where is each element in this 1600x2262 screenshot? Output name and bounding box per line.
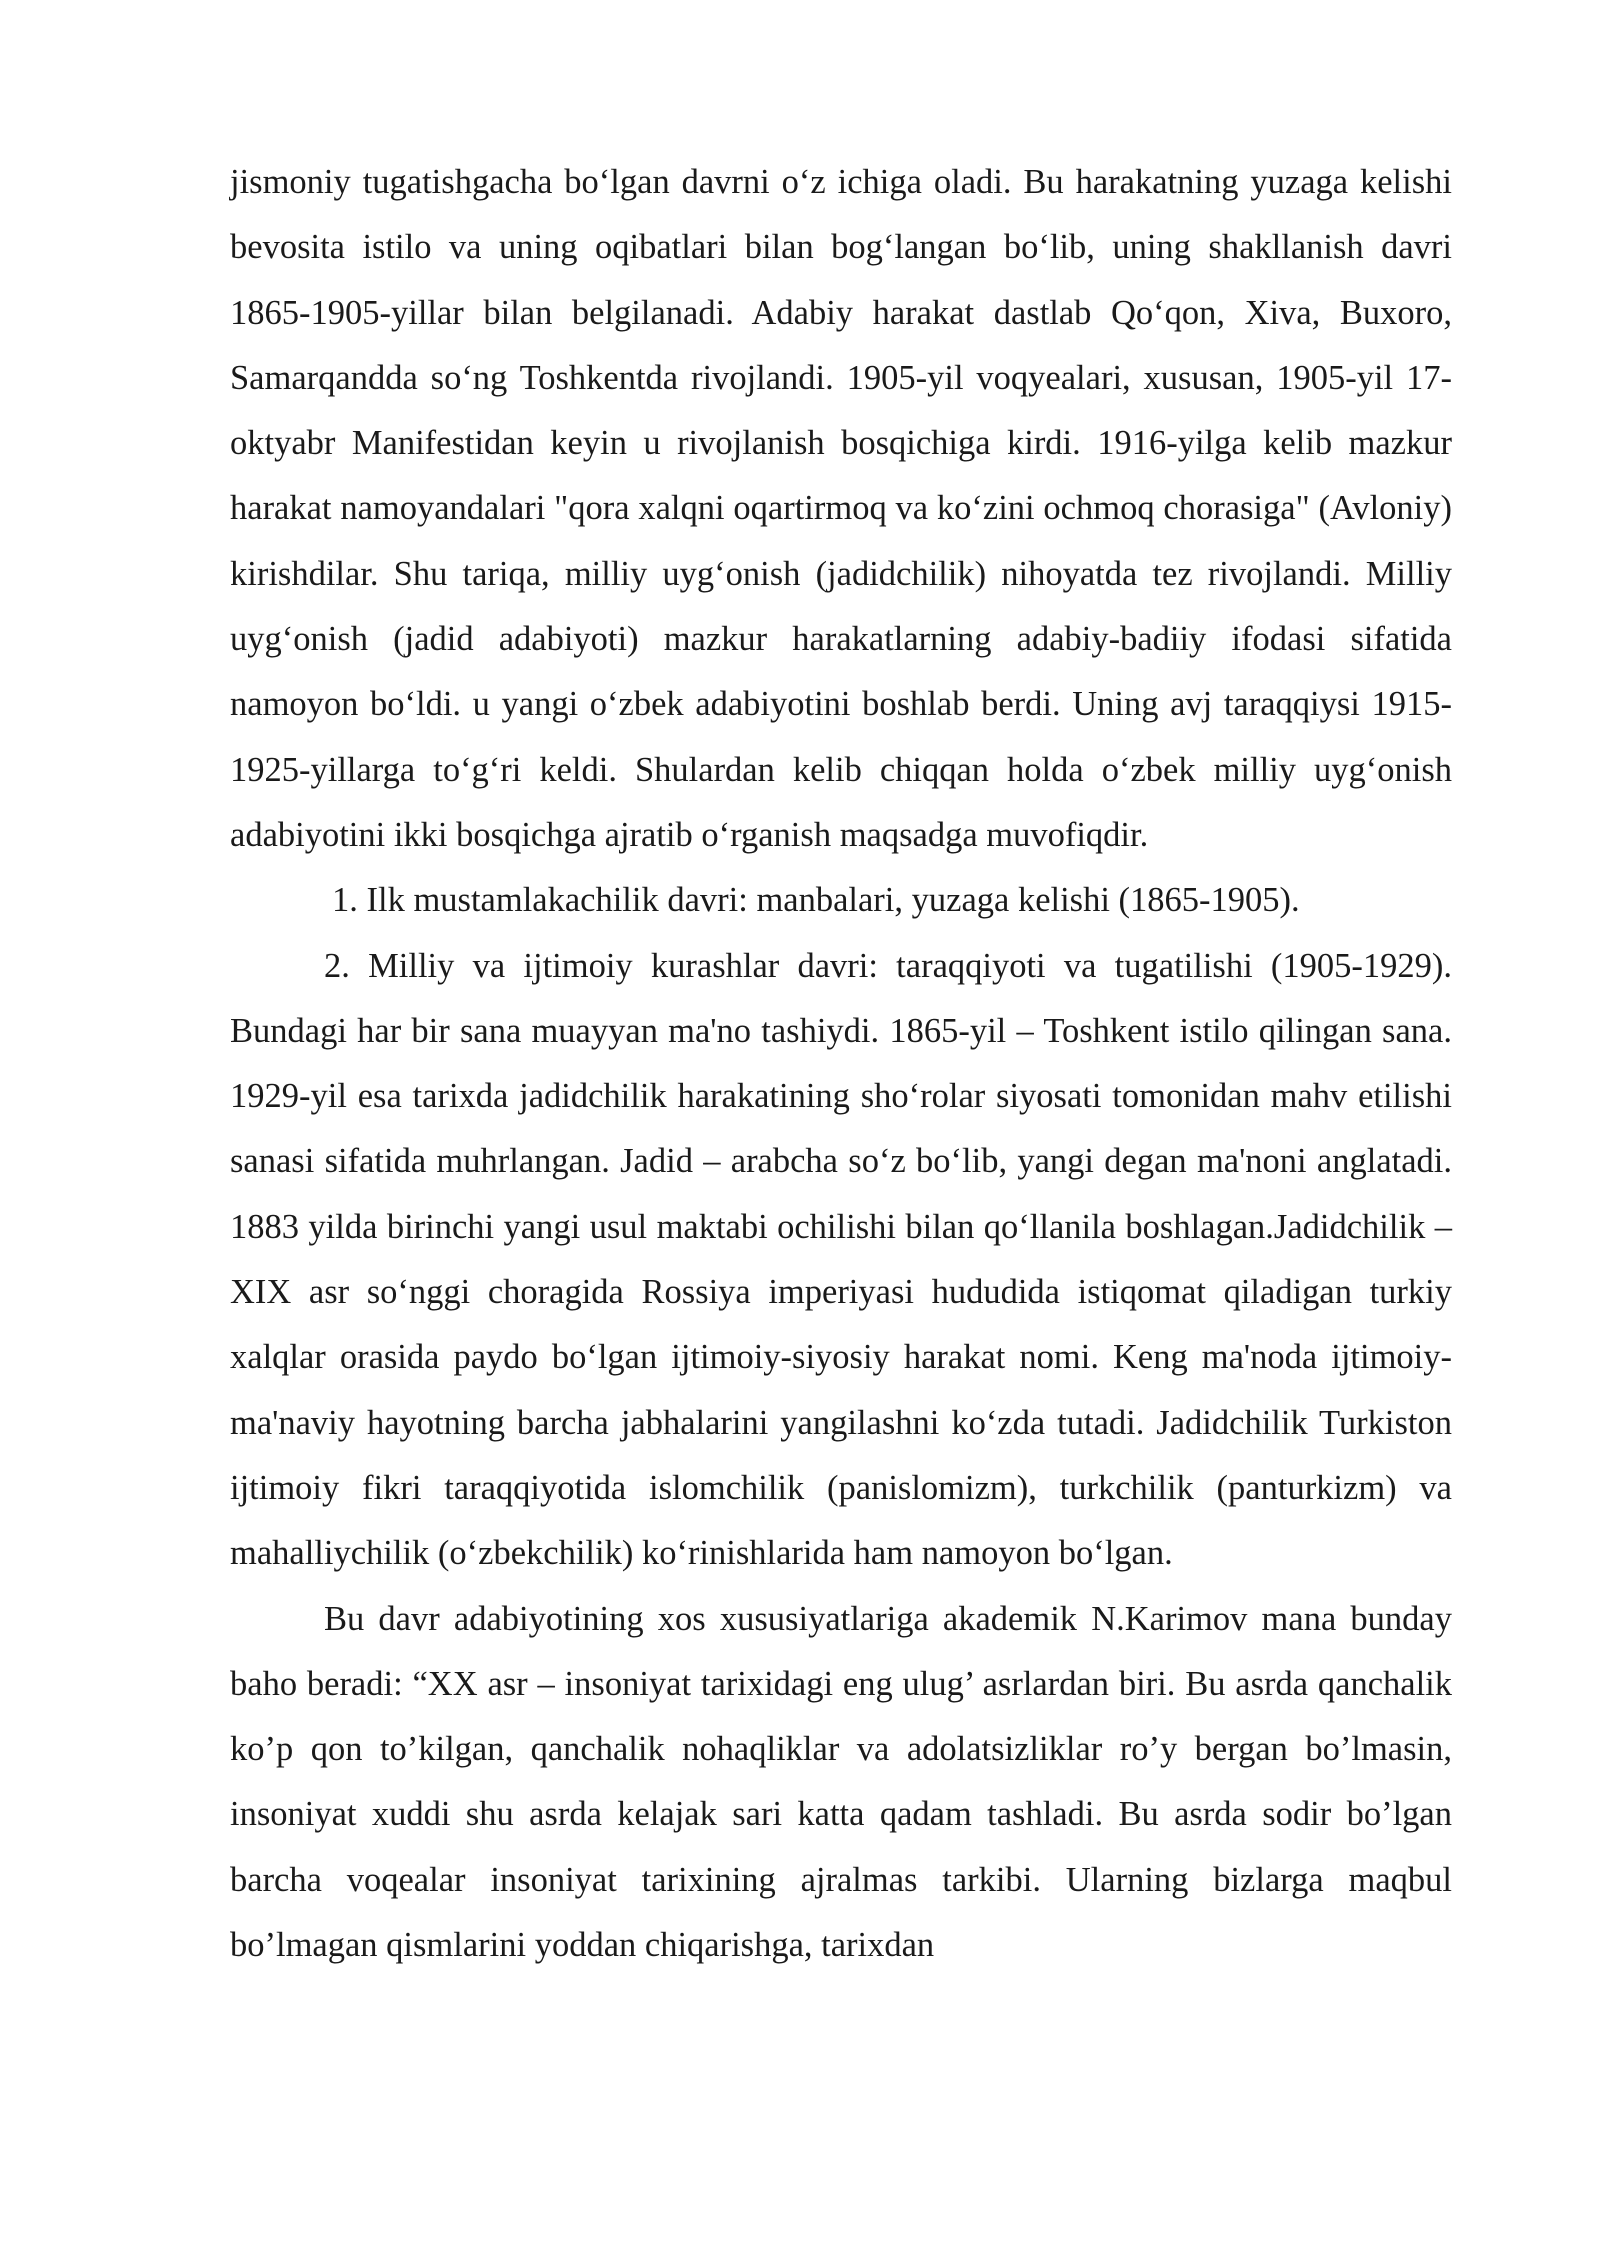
paragraph-karimov-quote: Bu davr adabiyotining xos xususiyatlariga akademik N.Karimov mana bunday baho beradi: “XX asr – insoniyat tarixidagi eng ulug’ asrlardan biri. Bu asrda qanchalik ko’p qon to’kilgan, qanchalik nohaqliklar va adolatsizliklar ro’y bergan bo’lmasin, insoniyat xuddi shu asrda kelajak sari katta qadam tashladi. Bu asrda sodir bo’lgan barcha voqealar insoniyat tarixining ajralmas tarkibi. Ularning bizlarga maqbul bo’lmagan qismlarini yoddan chiqarishga, tarixdan	[230, 1599, 1452, 1965]
document-page	[230, 150, 1452, 1978]
paragraph-intro: jismoniy tugatishgacha bo‘lgan davrni o‘z ichiga oladi. Bu harakatning yuzaga kelishi bevosita istilo va uning oqibatlari bilan bog‘langan bo‘lib, uning shakllanish davri 1865-1905-yillar bilan belgilanadi. Adabiy harakat dastlab Qo‘qon, Xiva, Buxoro, Samarqandda so‘ng Toshkentda rivojlandi. 1905-yil voqyealari, xususan, 1905-yil 17-oktyabr Manifestidan keyin u rivojlanish bosqichiga kirdi. 1916-yilga kelib mazkur harakat namoyandalari "qora xalqni oqartirmoq va ko‘zini ochmoq chorasiga" (Avloniy) kirishdilar. Shu tariqa, milliy uyg‘onish (jadidchilik) nihoyatda tez rivojlandi. Milliy uyg‘onish (jadid adabiyoti) mazkur harakatlarning adabiy-badiiy ifodasi sifatida namoyon bo‘ldi. u yangi o‘zbek adabiyotini boshlab berdi. Uning avj taraqqiysi 1915-1925-yillarga to‘g‘ri keldi. Shulardan kelib chiqqan holda o‘zbek milliy uyg‘onish adabiyotini ikki bosqichga ajratib o‘rganish maqsadga muvofiqdir.	[230, 163, 1452, 854]
list-item-first-period: 1. Ilk mustamlakachilik davri: manbalari, yuzaga kelishi (1865-1905).	[332, 881, 1300, 920]
list-item-second-period: 2. Milliy va ijtimoiy kurashlar davri: taraqqiyoti va tugatilishi (1905-1929). Bundagi har bir sana muayyan ma'no tashiydi. 1865-yil – Toshkent istilo qilingan sana. 1929-yil esa tarixda jadidchilik harakatining sho‘rolar siyosati tomonidan mahv etilishi sanasi sifatida muhrlangan. Jadid – arabcha so‘z bo‘lib, yangi degan ma'noni anglatadi. 1883 yilda birinchi yangi usul maktabi ochilishi bilan qo‘llanila boshlagan.Jadidchilik – XIX asr so‘nggi choragida Rossiya imperiyasi hududida istiqomat qiladigan turkiy xalqlar orasida paydo bo‘lgan ijtimoiy-siyosiy harakat nomi. Keng ma'noda ijtimoiy-ma'naviy hayotning barcha jabhalarini yangilashni ko‘zda tutadi. Jadidchilik Turkiston ijtimoiy fikri taraqqiyotida islomchilik (panislomizm), turkchilik (panturkizm) va mahalliychilik (o‘zbekchilik) ko‘rinishlarida ham namoyon bo‘lgan.	[230, 946, 1452, 1573]
